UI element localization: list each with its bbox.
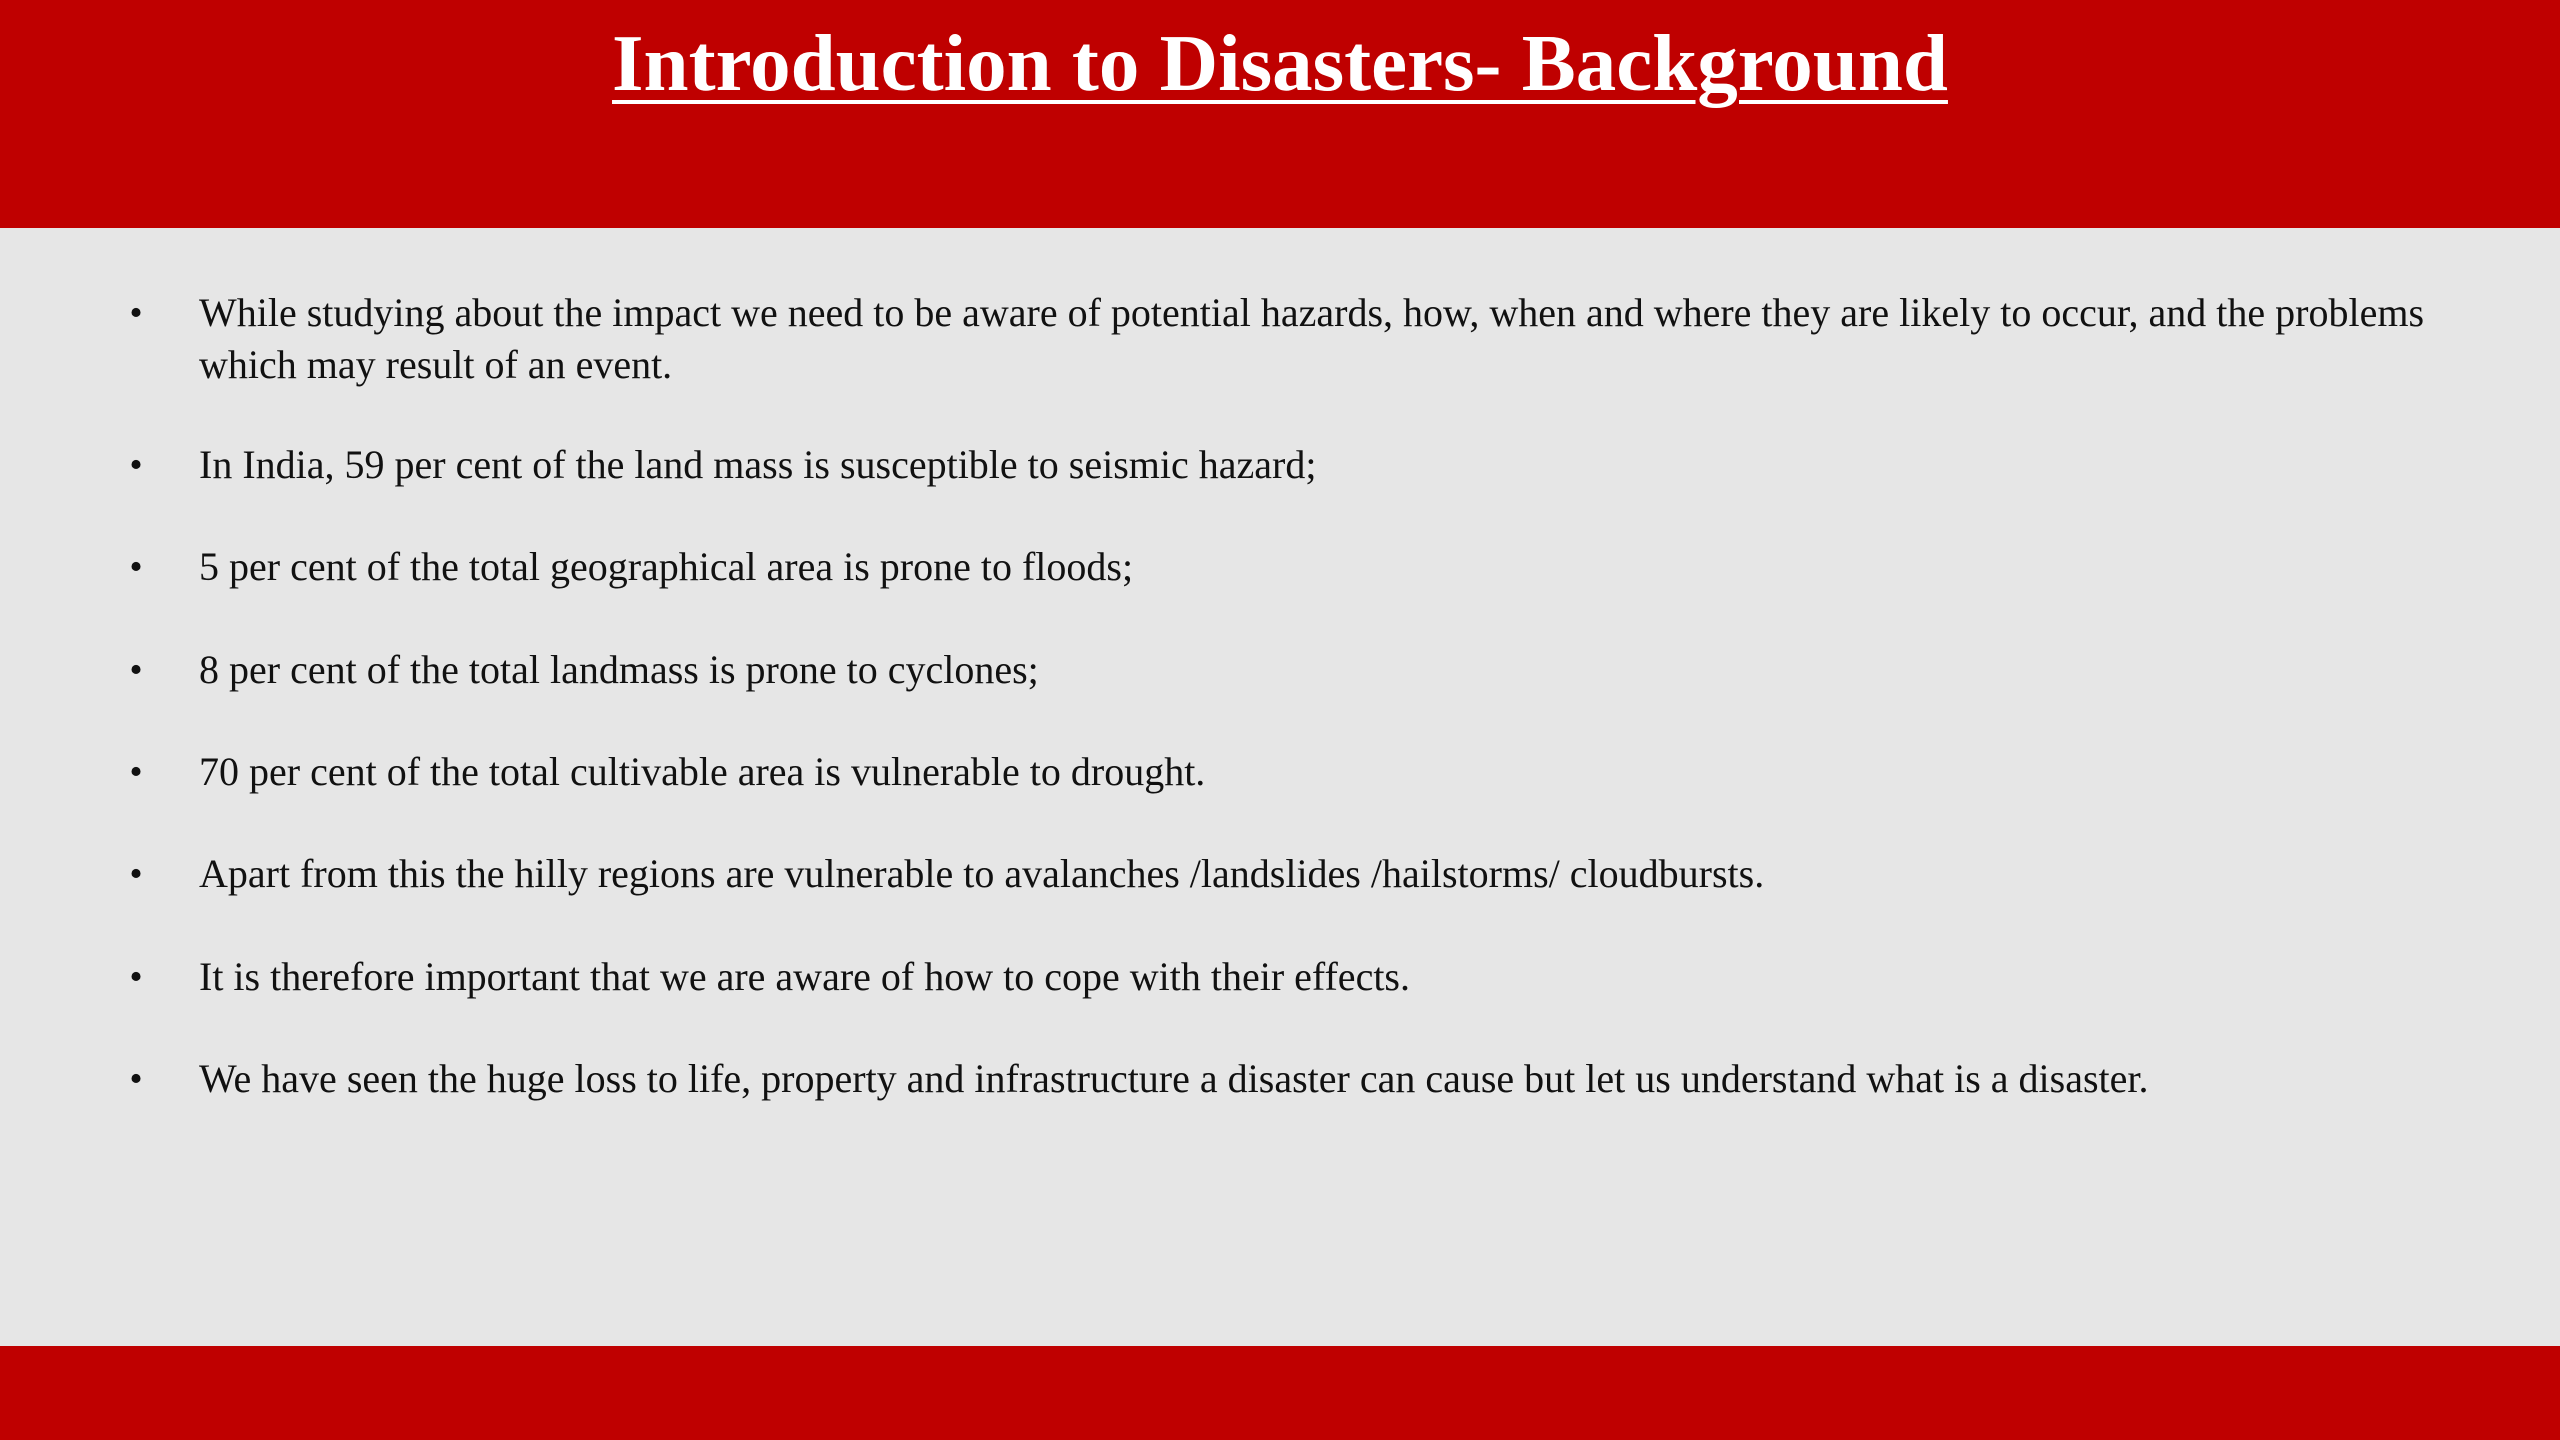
bullet-text: It is therefore important that we are aware of how to cope with their effects. (199, 954, 1410, 999)
bullet-point-icon: • (129, 751, 143, 793)
bullet-point-icon: • (129, 649, 143, 691)
bullet-text: Apart from this the hilly regions are vulnerable to avalanches /landslides /hailstorms/ cloudbursts. (199, 851, 1765, 896)
bullet-point-icon: • (129, 444, 143, 486)
bullet-point-icon: • (129, 292, 143, 334)
slide-content (0, 228, 2560, 1346)
footer-band (0, 1346, 2560, 1440)
bullet-point-icon: • (129, 956, 143, 998)
bullet-point-icon: • (129, 1058, 143, 1100)
bullet-text: 8 per cent of the total landmass is prone to cyclones; (199, 647, 1039, 692)
bullet-text: We have seen the huge loss to life, property and infrastructure a disaster can cause but let us understand what is a disaster. (199, 1056, 2149, 1101)
bullet-text: While studying about the impact we need to be aware of potential hazards, how, when and where they are likely to occur, and the problems which may result of an event. (199, 290, 2425, 387)
header-band (0, 0, 2560, 228)
bullet-point-icon: • (129, 546, 143, 588)
slide-title: Introduction to Disasters- Background (612, 18, 1948, 108)
bullet-text: 5 per cent of the total geographical area is prone to floods; (199, 544, 1134, 589)
bullet-point-icon: • (129, 853, 143, 895)
bullet-text: 70 per cent of the total cultivable area is vulnerable to drought. (199, 749, 1206, 794)
bullet-text: In India, 59 per cent of the land mass is susceptible to seismic hazard; (199, 442, 1317, 487)
